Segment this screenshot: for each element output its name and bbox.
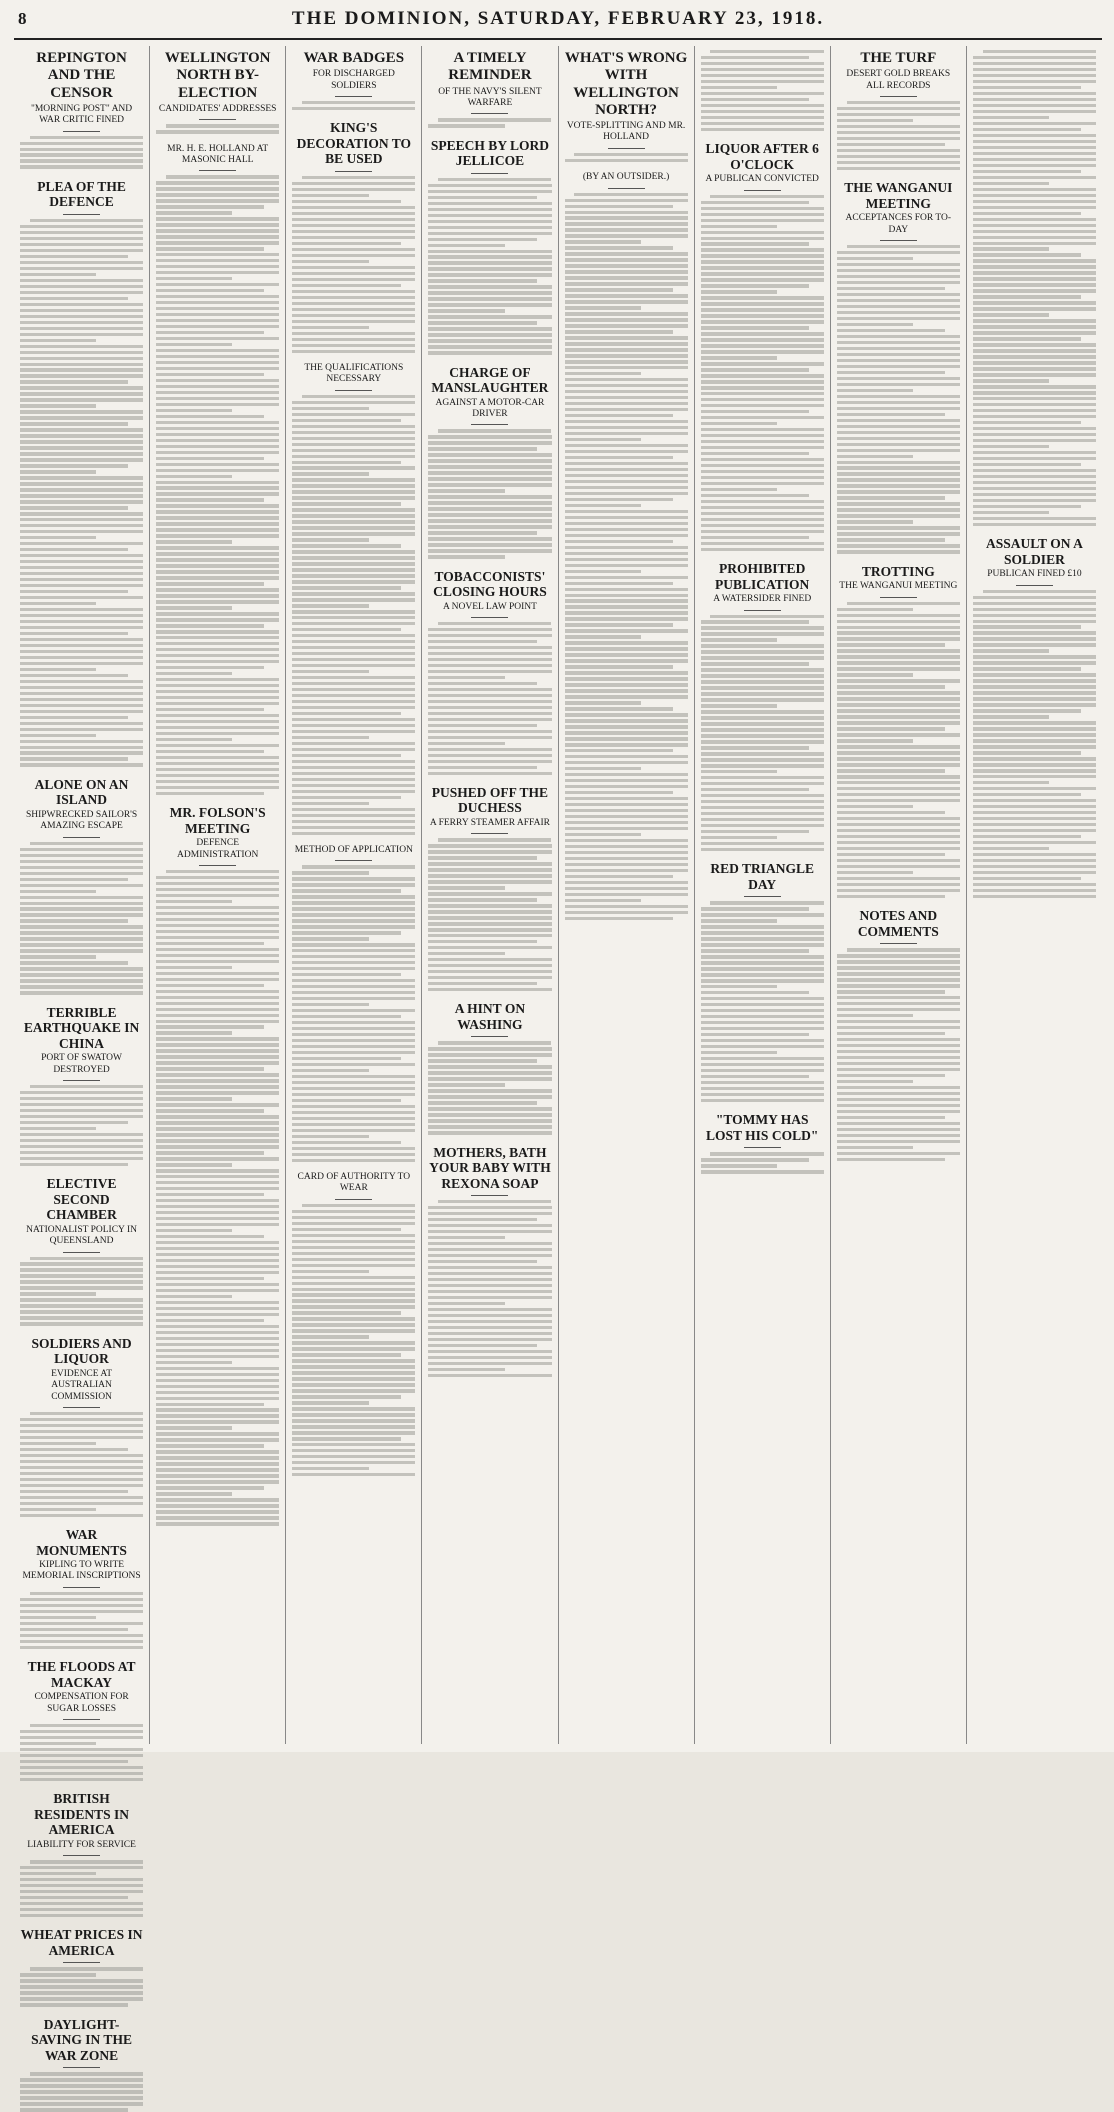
divider (471, 833, 508, 834)
article (701, 141, 824, 551)
article-body (292, 395, 415, 835)
article-headline: RED TRIANGLE DAY (710, 861, 815, 892)
article-subheading: DEFENCE ADMINISTRATION (177, 838, 259, 860)
article (292, 120, 415, 352)
divider (880, 597, 917, 598)
article-headline: CHARGE OF MANSLAUGHTER (431, 364, 549, 396)
divider (199, 170, 236, 171)
article-headline: REPINGTON AND THE CENSOR (36, 50, 127, 101)
article-headline: WAR MONUMENTS (36, 1527, 127, 1558)
article-subheading: A PUBLICAN CONVICTED (705, 174, 819, 185)
divider (744, 190, 781, 191)
article-body (701, 1152, 824, 1173)
article-body (837, 245, 960, 554)
article (20, 2017, 143, 2112)
article-subheading: EVIDENCE AT AUSTRALIAN COMMISSION (51, 1368, 113, 1402)
article (428, 50, 551, 128)
article-subheading: ACCEPTANCES FOR TO-DAY (845, 213, 952, 235)
article-subheading: METHOD OF APPLICATION (294, 844, 413, 855)
article-body (428, 1041, 551, 1134)
divider (471, 113, 508, 114)
article (20, 1791, 143, 1917)
article (292, 1172, 415, 1476)
article-headline: KING'S DECORATION TO BE USED (296, 120, 412, 167)
divider (335, 860, 372, 861)
article (20, 777, 143, 995)
article-subheading: A WATERSIDER FINED (713, 594, 812, 605)
divider (880, 240, 917, 241)
article-body (701, 901, 824, 1102)
article-headline: THE FLOODS AT MACKAY (27, 1659, 136, 1690)
article-headline: BRITISH RESIDENTS IN AMERICA (34, 1791, 130, 1838)
article-body (973, 590, 1096, 899)
article-subheading: LIABILITY FOR SERVICE (27, 1839, 136, 1850)
article (20, 1927, 143, 2006)
article-body (156, 124, 279, 133)
divider (63, 2067, 100, 2068)
divider (63, 1407, 100, 1408)
article-subheading: THE WANGANUI MEETING (839, 581, 958, 592)
column-8 (967, 46, 1102, 1744)
article-body (973, 50, 1096, 526)
divider (335, 1199, 372, 1200)
divider (199, 119, 236, 120)
article-body (428, 178, 551, 355)
article-headline: A TIMELY REMINDER (448, 50, 532, 84)
article (701, 561, 824, 851)
article-headline: WHEAT PRICES IN AMERICA (20, 1927, 143, 1958)
article-body (428, 429, 551, 558)
divider (63, 1080, 100, 1081)
divider (63, 1252, 100, 1253)
column-4 (422, 46, 558, 1744)
article (837, 50, 960, 170)
article-body (428, 622, 551, 775)
newspaper-title: THE DOMINION, SATURDAY, FEBRUARY 23, 1918. (291, 8, 825, 29)
article-body (20, 1967, 143, 2006)
divider (880, 96, 917, 97)
column-1 (14, 46, 150, 2063)
article (973, 50, 1096, 526)
article-body (428, 1200, 551, 1377)
divider (335, 390, 372, 391)
article-headline: SPEECH BY LORD JELLICOE (430, 137, 549, 169)
article (20, 1527, 143, 1649)
article (837, 564, 960, 899)
article-subheading: CANDIDATES' ADDRESSES (158, 103, 277, 114)
article-headline: WELLINGTON NORTH BY-ELECTION (164, 50, 271, 101)
article-body (837, 602, 960, 899)
article-body (565, 193, 688, 921)
article-body (428, 838, 551, 991)
article (701, 1112, 824, 1173)
article-headline: TROTTING (861, 563, 935, 579)
article-body (292, 865, 415, 1162)
article (428, 1145, 551, 1377)
article-headline: PROHIBITED PUBLICATION (715, 561, 810, 592)
article-headline: TOBACCONISTS' CLOSING HOURS (433, 568, 547, 600)
column-3 (286, 46, 422, 1744)
article-headline: THE WANGANUI MEETING (844, 180, 953, 211)
article-body (20, 1592, 143, 1649)
article-subheading: AGAINST A MOTOR-CAR DRIVER (435, 397, 545, 420)
article-body (292, 101, 415, 110)
article-subheading: CARD OF AUTHORITY TO WEAR (297, 1171, 411, 1194)
article (428, 1001, 551, 1134)
column-5 (559, 46, 695, 1744)
article (428, 569, 551, 775)
divider (744, 610, 781, 611)
divider (744, 896, 781, 897)
article (292, 50, 415, 110)
masthead (14, 8, 1102, 40)
article (20, 1176, 143, 1326)
article (428, 365, 551, 559)
article-headline: DAYLIGHT-SAVING IN THE WAR ZONE (31, 2016, 132, 2063)
columns-container (14, 46, 1102, 2063)
article (156, 50, 279, 134)
divider (335, 96, 372, 97)
article-subheading: FOR DISCHARGED SOLDIERS (312, 69, 395, 91)
article-headline: ALONE ON AN ISLAND (34, 776, 129, 808)
article (20, 1005, 143, 1167)
divider (471, 1195, 508, 1196)
article-subheading: SHIPWRECKED SAILOR'S AMAZING ESCAPE (25, 809, 138, 832)
divider (63, 1587, 100, 1588)
article-body (428, 118, 551, 127)
article-body (20, 2072, 143, 2111)
article-subheading: "MORNING POST" AND WAR CRITIC FINED (30, 103, 133, 126)
divider (1016, 585, 1053, 586)
article (20, 50, 143, 169)
article (701, 861, 824, 1102)
article-subheading: OF THE NAVY'S SILENT WARFARE (438, 86, 542, 108)
article-body (701, 195, 824, 551)
article (565, 50, 688, 162)
article-body (837, 948, 960, 1161)
article-subheading: THE QUALIFICATIONS NECESSARY (304, 362, 404, 385)
article-headline: "TOMMY HAS LOST HIS COLD" (706, 1112, 819, 1143)
article-body (701, 50, 824, 131)
divider (471, 1036, 508, 1037)
article-headline: A HINT ON WASHING (454, 1001, 526, 1032)
divider (335, 171, 372, 172)
article (428, 138, 551, 355)
article (20, 179, 143, 767)
divider (63, 837, 100, 838)
divider (63, 1855, 100, 1856)
article (292, 845, 415, 1162)
article-body (20, 136, 143, 169)
article-subheading: A NOVEL LAW POINT (442, 601, 537, 612)
divider (63, 1719, 100, 1720)
column-7 (831, 46, 967, 1744)
article-body (837, 101, 960, 170)
page-number: 8 (18, 9, 27, 28)
article-headline: MR. FOLSON'S MEETING (169, 805, 266, 836)
column-2 (150, 46, 286, 1744)
article-headline: THE TURF (860, 50, 937, 66)
article-headline: SOLDIERS AND LIQUOR (31, 1335, 132, 1367)
article-headline: WHAT'S WRONG WITH WELLINGTON NORTH? (564, 50, 688, 118)
article-headline: PUSHED OFF THE DUCHESS (431, 784, 549, 816)
article-subheading: PORT OF SWATOW DESTROYED (41, 1053, 123, 1075)
article-subheading: COMPENSATION FOR SUGAR LOSSES (34, 1692, 129, 1714)
article (428, 785, 551, 991)
divider (63, 1962, 100, 1963)
article-body (20, 1257, 143, 1326)
article (292, 363, 415, 835)
article-body (20, 1724, 143, 1781)
article-subheading: KIPLING TO WRITE MEMORIAL INSCRIPTIONS (22, 1560, 141, 1582)
article-body (20, 1412, 143, 1517)
article-body (292, 176, 415, 353)
divider (608, 188, 645, 189)
divider (608, 148, 645, 149)
column-6 (695, 46, 831, 1744)
divider (63, 214, 100, 215)
article-body (156, 175, 279, 795)
article (20, 1336, 143, 1517)
divider (744, 1147, 781, 1148)
article-body (20, 1860, 143, 1917)
divider (471, 173, 508, 174)
article-body (20, 1085, 143, 1166)
article-body (156, 870, 279, 1526)
article-subheading: (BY AN OUTSIDER.) (582, 172, 670, 183)
article-headline: MOTHERS, BATH YOUR BABY WITH REXONA SOAP (429, 1144, 551, 1191)
divider (471, 424, 508, 425)
article (156, 144, 279, 796)
article (565, 172, 688, 920)
article-headline: ASSAULT ON A SOLDIER (986, 536, 1083, 567)
divider (471, 617, 508, 618)
article-body (701, 615, 824, 852)
article-subheading: PUBLICAN FINED £10 (987, 569, 1082, 580)
article-headline: LIQUOR AFTER 6 O'CLOCK (705, 141, 819, 172)
article (837, 908, 960, 1161)
article-headline: WAR BADGES (303, 50, 405, 66)
article-body (20, 842, 143, 995)
article (973, 536, 1096, 898)
article-body (20, 219, 143, 767)
divider (880, 943, 917, 944)
article-subheading: A FERRY STEAMER AFFAIR (429, 817, 550, 828)
article (701, 50, 824, 131)
article (20, 1659, 143, 1781)
article (837, 180, 960, 553)
divider (199, 865, 236, 866)
article-subheading: DESERT GOLD BREAKS ALL RECORDS (846, 69, 951, 91)
article-headline: NOTES AND COMMENTS (857, 908, 939, 939)
article-subheading: MR. H. E. HOLLAND AT MASONIC HALL (167, 143, 269, 165)
article-body (292, 1204, 415, 1477)
article-headline: TERRIBLE EARTHQUAKE IN CHINA (23, 1004, 140, 1051)
article-headline: PLEA OF THE DEFENCE (37, 178, 126, 210)
article-headline: ELECTIVE SECOND CHAMBER (46, 1176, 117, 1223)
article (156, 805, 279, 1526)
article-subheading: VOTE-SPLITTING AND MR. HOLLAND (566, 121, 686, 143)
article-body (565, 153, 688, 162)
divider (63, 131, 100, 132)
article-subheading: NATIONALIST POLICY IN QUEENSLAND (26, 1224, 137, 1247)
